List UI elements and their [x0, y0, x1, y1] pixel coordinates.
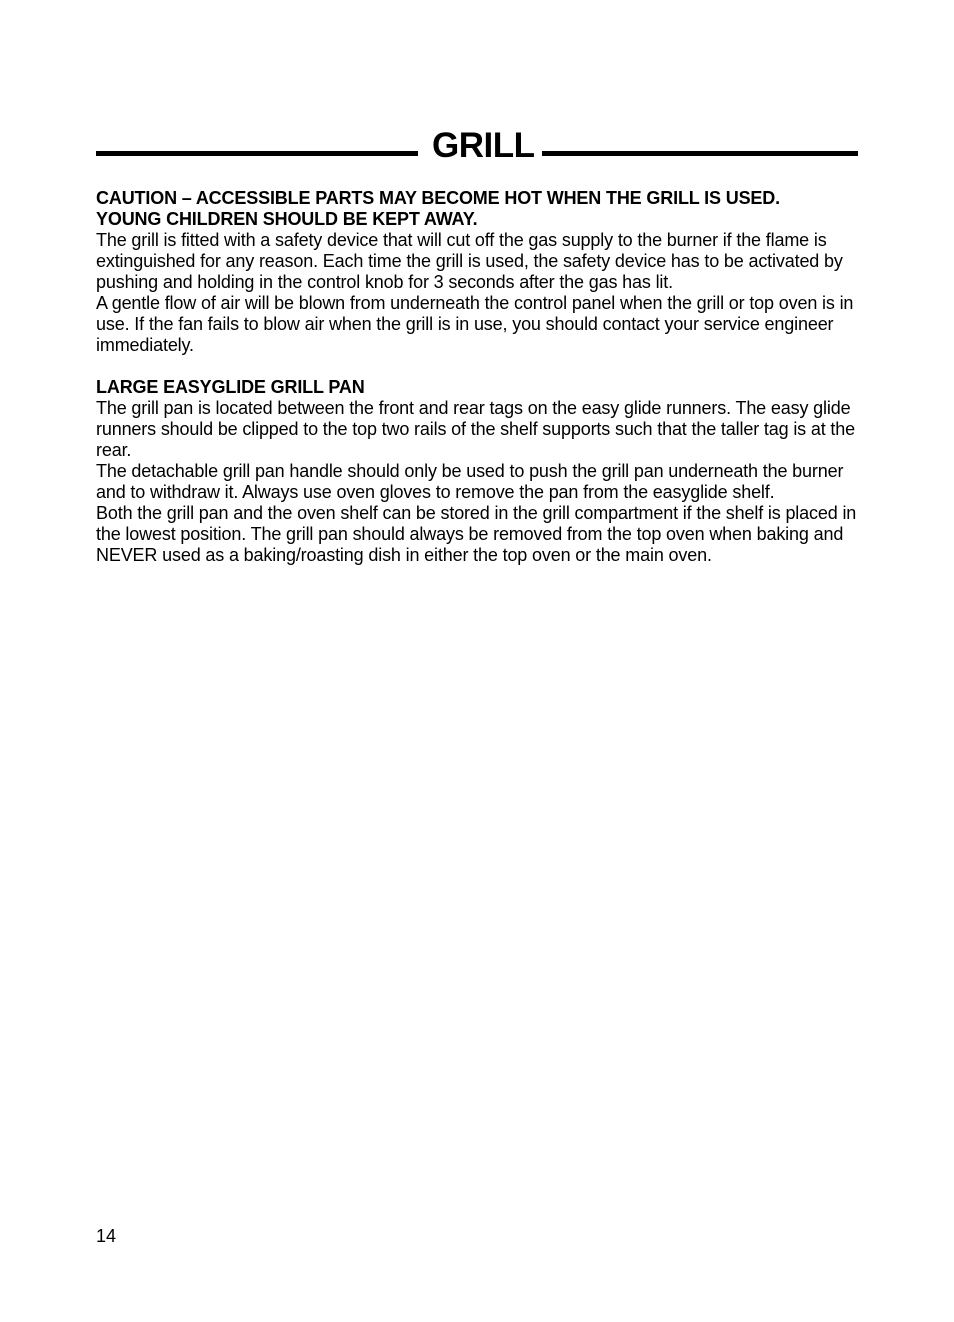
caution-line-1: CAUTION – ACCESSIBLE PARTS MAY BECOME HOT WHEN THE GRILL IS USED.: [96, 188, 780, 208]
air-flow-paragraph: A gentle flow of air will be blown from underneath the control panel when the grill or top oven is in use. If the fan fails to blow air when the grill is in use, you should contact your service engineer immediately.: [96, 293, 854, 355]
grill-pan-heading: LARGE EASYGLIDE GRILL PAN: [96, 377, 365, 397]
page-title: GRILL: [432, 126, 535, 165]
paragraph-spacer: [96, 356, 866, 377]
caution-line-2: YOUNG CHILDREN SHOULD BE KEPT AWAY.: [96, 209, 478, 229]
grill-pan-handle-paragraph: The detachable grill pan handle should only be used to push the grill pan underneath the burner and to withdraw it. Always use oven gloves to remove the pan from the easyglide shelf.: [96, 461, 844, 502]
section-header: [96, 124, 858, 170]
grill-pan-location-paragraph: The grill pan is located between the front and rear tags on the easy glide runners. The easy glide runners should be clipped to the top two rails of the shelf supports such that the taller tag is at the rear.: [96, 398, 856, 460]
safety-device-paragraph: The grill is fitted with a safety device that will cut off the gas supply to the burner if the flame is extinguished for any reason. Each time the grill is used, the safety device has to be activated by pushing and holding in the control knob for 3 seconds after the gas has lit.: [96, 230, 843, 292]
title-rule-right: [542, 151, 858, 156]
page-number: 14: [96, 1226, 117, 1246]
grill-pan-storage-paragraph: Both the grill pan and the oven shelf can be stored in the grill compartment if the shelf is placed in the lowest position. The grill pan should always be removed from the top oven when baking and NEVER used as a baking/roasting dish in either the top oven or the main oven.: [96, 503, 857, 565]
title-rule-left: [96, 151, 418, 156]
page-content: [96, 188, 866, 566]
